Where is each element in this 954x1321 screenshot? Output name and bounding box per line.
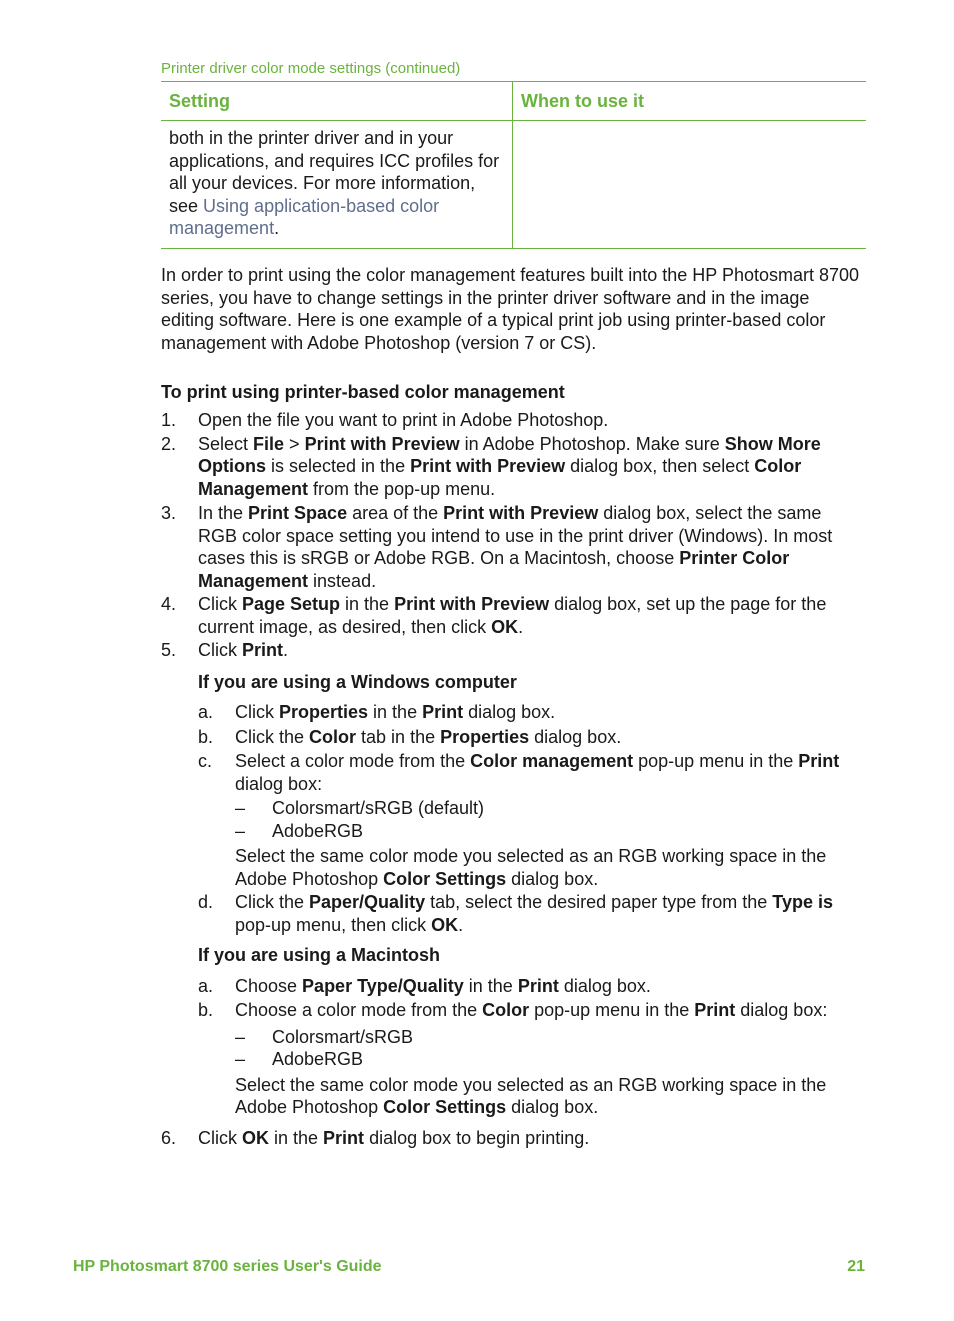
step-text: Select File > Print with Preview in Adobe Photoshop. Make sure Show More Options is selected in the Print with Preview dialog box, then select Color Management from the pop-up menu. <box>198 433 821 499</box>
step-text: Choose Paper Type/Quality in the Print dialog box. <box>235 975 651 996</box>
windows-subheading: If you are using a Windows computer <box>198 671 517 692</box>
step-text: Click the Color tab in the Properties dialog box. <box>235 726 622 747</box>
dash-marker: – <box>235 1026 246 1047</box>
table-header-row <box>161 82 866 121</box>
step-2 <box>161 433 861 501</box>
step-1 <box>161 409 861 432</box>
step-text: Click Print. <box>198 640 289 660</box>
cross-reference-link[interactable]: Using application-based color management <box>169 195 440 238</box>
table-cell-when <box>513 121 867 249</box>
mac-note: Select the same color mode you selected as an RGB working space in the Adobe Photoshop Color Settings dialog box. <box>235 1074 827 1117</box>
option-text: Colorsmart/sRGB (default) <box>272 798 485 818</box>
windows-option-2 <box>235 820 861 843</box>
table-cell-setting <box>161 121 513 249</box>
table-row <box>161 121 866 249</box>
step-number: 2. <box>161 433 177 454</box>
cell-text-end: . <box>274 218 280 238</box>
step-number: 1. <box>161 410 177 430</box>
dash-marker: – <box>235 820 246 841</box>
mac-option-1 <box>235 1026 861 1049</box>
mac-step-b <box>198 999 861 1022</box>
step-text: Select a color mode from the Color management pop-up menu in the Print dialog box: <box>235 751 840 794</box>
option-text: AdobeRGB <box>272 820 364 841</box>
option-text: AdobeRGB <box>272 1049 364 1069</box>
step-letter: d. <box>198 892 214 912</box>
cell-text: both in the printer driver and in your applications, and requires ICC profiles for all your devices. For more information, see <box>169 128 500 216</box>
mac-step-a <box>198 975 861 998</box>
step-text: Click Page Setup in the Print with Preview dialog box, set up the page for the current image, as desired, then click OK. <box>198 594 827 637</box>
windows-step-a <box>198 701 861 724</box>
procedure-heading: To print using printer-based color management <box>161 382 565 402</box>
windows-step-b <box>198 726 861 749</box>
step-4 <box>161 593 861 638</box>
dash-marker: – <box>235 1049 246 1069</box>
option-text: Colorsmart/sRGB <box>272 1026 414 1047</box>
windows-step-c <box>198 750 861 795</box>
dash-marker: – <box>235 798 246 818</box>
step-number: 3. <box>161 503 177 523</box>
steps-list <box>161 409 861 1149</box>
column-header-when: When to use it <box>513 82 867 121</box>
intro-paragraph: In order to print using the color management features built into the HP Photosmart 8700 series, you have to change settings in the printer driver software and in the image editing software. Here is one example of a typical print job using printer-based color management with Adobe Photoshop (version 7 or CS). <box>161 265 860 353</box>
step-letter: a. <box>198 702 214 722</box>
mac-option-2 <box>235 1048 861 1071</box>
step-text: Choose a color mode from the Color pop-up menu in the Print dialog box: <box>235 1000 828 1020</box>
step-number: 5. <box>161 640 177 660</box>
step-text: In the Print Space area of the Print with Preview dialog box, select the same RGB color space setting you intend to use in the print driver (Windows). In most cases this is sRGB or Adobe RGB. On a Macintosh, choose Printer Color Management instead. <box>198 503 833 591</box>
step-text: Click the Paper/Quality tab, select the desired paper type from the Type is pop-up menu, then click OK. <box>235 892 833 935</box>
windows-note: Select the same color mode you selected as an RGB working space in the Adobe Photoshop Color Settings dialog box. <box>235 846 827 889</box>
windows-step-d <box>198 891 861 936</box>
step-letter: c. <box>198 751 213 771</box>
step-letter: b. <box>198 1000 214 1020</box>
windows-option-1 <box>235 797 861 820</box>
step-3 <box>161 502 861 592</box>
page-number: 21 <box>847 1258 865 1275</box>
settings-table <box>161 81 866 249</box>
footer-title: HP Photosmart 8700 series User's Guide <box>73 1258 382 1275</box>
step-letter: a. <box>198 975 214 996</box>
step-6 <box>161 1127 861 1150</box>
step-text: Click OK in the Print dialog box to begin printing. <box>198 1127 590 1148</box>
step-letter: b. <box>198 726 214 747</box>
step-number: 6. <box>161 1127 177 1148</box>
step-5 <box>161 639 861 662</box>
step-number: 4. <box>161 594 177 614</box>
table-caption: Printer driver color mode settings (continued) <box>161 60 461 77</box>
step-text: Open the file you want to print in Adobe Photoshop. <box>198 410 609 430</box>
column-header-setting: Setting <box>161 82 513 121</box>
macintosh-subheading: If you are using a Macintosh <box>198 945 441 965</box>
step-text: Click Properties in the Print dialog box. <box>235 702 556 722</box>
